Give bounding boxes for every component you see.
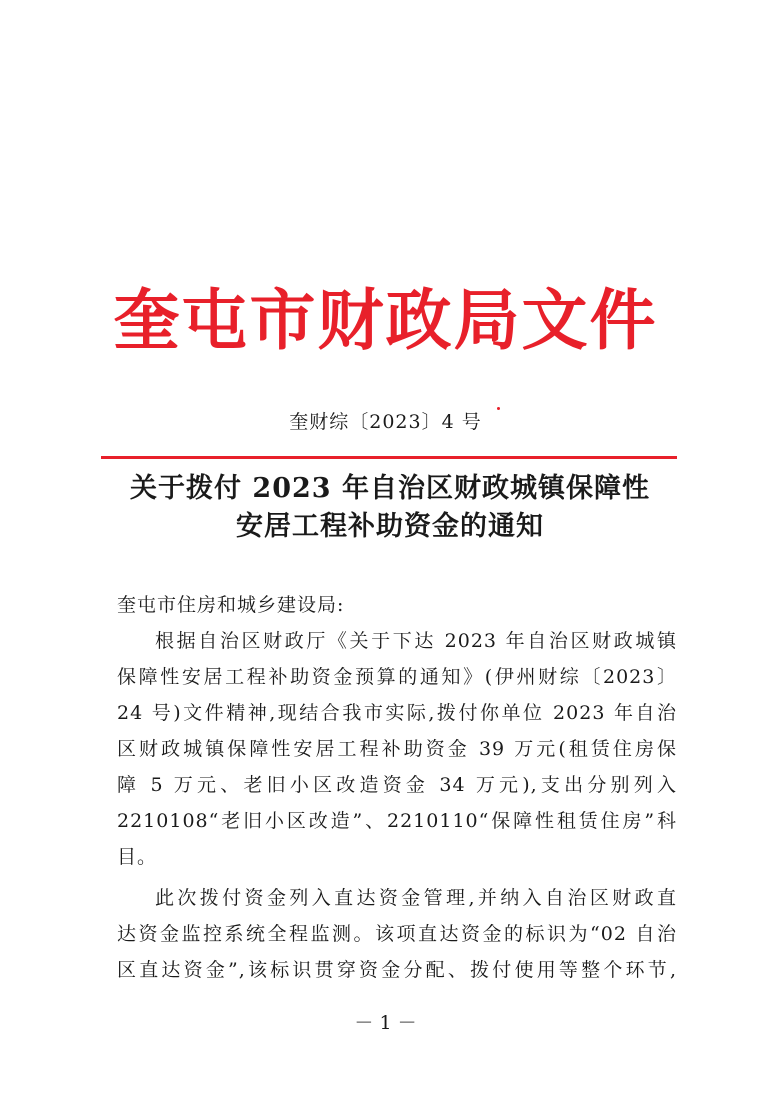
paragraph-line: 区财政城镇保障性安居工程补助资金 39 万元(租赁住房保 xyxy=(117,738,677,760)
title-line-1: 关于拨付 2023 年自治区财政城镇保障性 xyxy=(130,473,650,504)
recipient-line: 奎屯市住房和城乡建设局: xyxy=(117,594,345,616)
title-line-2: 安居工程补助资金的通知 xyxy=(236,511,544,542)
notice-title xyxy=(90,470,690,546)
paragraph-line: 障 5 万元、老旧小区改造资金 34 万元),支出分别列入 xyxy=(117,774,677,796)
stray-red-mark xyxy=(497,407,500,410)
document-number: 奎财综〔2023〕4 号 xyxy=(289,411,482,433)
paragraph-line: 24 号)文件精神,现结合我市实际,拨付你单位 2023 年自治 xyxy=(117,702,677,724)
paragraph-1 xyxy=(117,623,677,875)
issuer-heading: 奎屯市财政局文件 xyxy=(113,282,658,359)
paragraph-line: 此次拨付资金列入直达资金管理,并纳入自治区财政直 xyxy=(155,887,677,909)
paragraph-2 xyxy=(117,880,677,988)
paragraph-line: 根据自治区财政厅《关于下达 2023 年自治区财政城镇 xyxy=(155,630,677,652)
paragraph-line: 2210108“老旧小区改造”、2210110“保障性租赁住房”科 xyxy=(117,810,677,832)
paragraph-line: 达资金监控系统全程监测。该项直达资金的标识为“02 自治 xyxy=(117,923,677,945)
page-number: － 1 － xyxy=(354,1012,417,1034)
paragraph-line: 目。 xyxy=(117,846,158,868)
red-separator-line xyxy=(101,456,677,459)
paragraph-line: 保障性安居工程补助资金预算的通知》(伊州财综〔2023〕 xyxy=(117,666,677,688)
paragraph-line: 区直达资金”,该标识贯穿资金分配、拨付使用等整个环节, xyxy=(117,959,677,981)
